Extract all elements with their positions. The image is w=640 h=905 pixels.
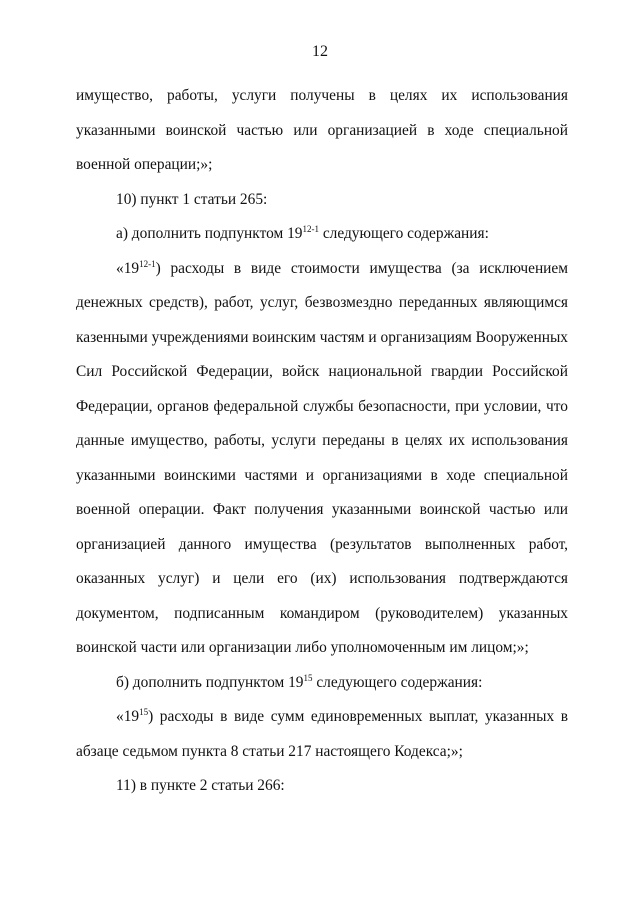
text-line: организацией данного имущества (результатов выполненных работ, [76,535,568,553]
text-line [76,700,568,735]
text-line [76,666,568,701]
text-fragment: следующего содержания: [312,673,483,691]
text-fragment: а) дополнить подпунктом 19 [116,225,303,242]
text-line: 10) пункт 1 статьи 265: [116,190,268,208]
text-fragment: следующего содержания: [318,225,489,242]
superscript: 12-1 [139,258,156,269]
text-line: указанными воинскими частями и организациями в ходе специальной [76,466,568,484]
text-fragment: ) расходы в виде сумм единовременных выплат, указанных в [148,708,568,725]
text-line: данные имущество, работы, услуги переданы в целях их использования [76,432,568,449]
text-line: имущество, работы, услуги получены в целях их использования [76,87,568,104]
text-line: казенными учреждениями воинским частям и организациям Вооруженных [76,328,568,346]
superscript: 15 [139,707,149,717]
text-line: Сил Российской Федерации, войск национальной гвардии Российской [76,363,568,380]
text-line [76,217,568,252]
text-line: 11) в пункте 2 статьи 266: [116,777,285,794]
text-line: денежных средств), работ, услуг, безвозмездно переданных являющимся [76,294,568,311]
text-line: указанными воинской частью или организацией в ходе специальной [76,121,568,139]
text-line [76,252,568,287]
document-body [76,79,568,804]
text-fragment: ) расходы в виде стоимости имущества (за исключением [155,259,568,277]
text-line: воинской части или организации либо уполномоченным им лицом;»; [76,639,529,656]
text-line: военной операции. Факт получения указанными воинской частью или [76,501,568,518]
text-line: абзаце седьмом пункта 8 статьи 217 настоящего Кодекса;»; [76,742,463,760]
page-number: 12 [312,43,328,60]
superscript: 15 [303,672,313,683]
superscript: 12-1 [302,224,319,234]
text-fragment: б) дополнить подпунктом 19 [116,673,304,691]
text-fragment: «19 [116,259,140,277]
text-fragment: «19 [116,708,140,725]
text-line: военной операции;»; [76,156,213,173]
text-line: Федерации, органов федеральной службы безопасности, при условии, что [76,397,568,415]
text-line: оказанных услуг) и цели его (их) использования подтверждаются [76,570,568,587]
text-line: документом, подписанным командиром (руководителем) указанных [76,604,568,622]
